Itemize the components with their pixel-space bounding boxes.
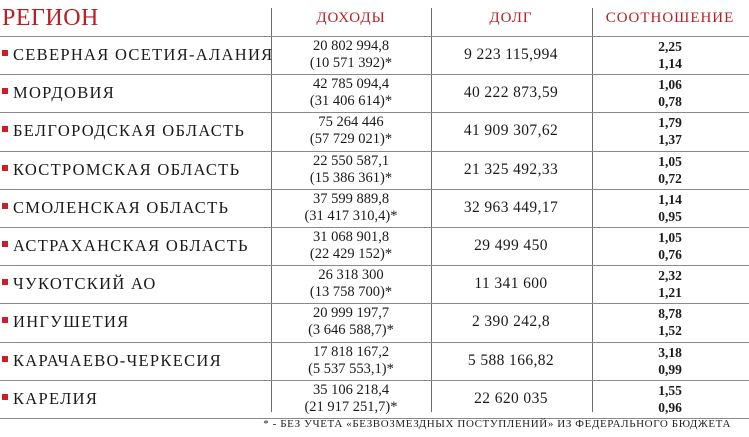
region-name: КАРАЧАЕВО-ЧЕРКЕСИЯ xyxy=(13,351,222,370)
ratio-value-total: 1,05 xyxy=(658,230,682,245)
bullet-icon xyxy=(2,394,8,400)
bullet-icon xyxy=(2,126,8,132)
debt-value: 21 325 492,33 xyxy=(463,161,559,178)
ratio-value-own: 1,37 xyxy=(658,132,682,147)
income-cell xyxy=(272,37,430,73)
debt-value: 32 963 449,17 xyxy=(463,199,559,216)
debt-value: 5 588 166,82 xyxy=(467,352,555,369)
ratio-cell xyxy=(594,304,746,340)
bullet-icon xyxy=(2,88,8,94)
ratio-value-total: 2,25 xyxy=(658,39,682,54)
ratio-value-own: 1,21 xyxy=(658,285,682,300)
income-cell xyxy=(272,304,430,340)
ratio-cell xyxy=(594,266,746,302)
column-header-income: ДОХОДЫ xyxy=(316,9,386,26)
income-value: 42 785 094,4 xyxy=(312,76,390,92)
debt-value: 29 499 450 xyxy=(474,237,548,254)
table-row xyxy=(0,342,749,380)
ratio-value-total: 1,79 xyxy=(658,115,682,130)
region-name: ЧУКОТСКИЙ АО xyxy=(13,274,157,293)
income-note: (21 917 251,7)* xyxy=(304,399,398,415)
table-row xyxy=(0,227,749,265)
ratio-value-own: 0,76 xyxy=(658,247,682,262)
table-row xyxy=(0,36,749,74)
income-cell xyxy=(272,381,430,417)
income-value: 20 802 994,8 xyxy=(312,38,390,54)
income-value: 17 818 167,2 xyxy=(312,344,390,360)
ratio-cell xyxy=(594,113,746,149)
region-name: АСТРАХАНСКАЯ ОБЛАСТЬ xyxy=(13,236,249,255)
income-value: 22 550 587,1 xyxy=(312,153,390,169)
column-header-ratio: СООТНОШЕНИЕ xyxy=(605,9,735,26)
debt-value: 9 223 115,994 xyxy=(464,46,558,63)
debt-value: 40 222 873,59 xyxy=(463,84,559,101)
ratio-cell xyxy=(594,152,746,188)
ratio-cell xyxy=(594,190,746,226)
table-row xyxy=(0,74,749,112)
income-cell xyxy=(272,266,430,302)
ratio-value-total: 1,55 xyxy=(658,383,682,398)
income-note: (5 537 553,1)* xyxy=(308,361,394,377)
ratio-cell xyxy=(594,343,746,379)
ratio-value-own: 0,78 xyxy=(658,94,682,109)
income-cell xyxy=(272,190,430,226)
income-note: (31 417 310,4)* xyxy=(304,208,398,224)
income-cell xyxy=(272,113,430,149)
bullet-icon xyxy=(2,50,8,56)
income-note: (15 386 361)* xyxy=(309,170,393,186)
ratio-value-own: 0,95 xyxy=(658,209,682,224)
table-header xyxy=(0,0,749,36)
debt-value: 41 909 307,62 xyxy=(463,122,559,139)
ratio-value-own: 0,72 xyxy=(658,171,682,186)
income-value: 37 599 889,8 xyxy=(312,191,390,207)
income-cell xyxy=(272,152,430,188)
income-note: (3 646 588,7)* xyxy=(308,322,394,338)
bullet-icon xyxy=(2,279,8,285)
bullet-icon xyxy=(2,241,8,247)
income-cell xyxy=(272,228,430,264)
table-row xyxy=(0,303,749,341)
region-name: СМОЛЕНСКАЯ ОБЛАСТЬ xyxy=(13,198,230,217)
table-row xyxy=(0,189,749,227)
debt-value: 22 620 035 xyxy=(474,390,548,407)
ratio-value-total: 8,78 xyxy=(658,306,682,321)
ratio-cell xyxy=(594,228,746,264)
column-header-debt: ДОЛГ xyxy=(489,9,533,26)
income-cell xyxy=(272,75,430,111)
income-value: 31 068 901,8 xyxy=(312,229,390,245)
income-value: 26 318 300 xyxy=(318,267,384,283)
ratio-value-own: 1,52 xyxy=(658,323,682,338)
table-row xyxy=(0,151,749,189)
income-value: 75 264 446 xyxy=(318,114,384,130)
ratio-value-total: 1,05 xyxy=(658,154,682,169)
table-row xyxy=(0,380,749,418)
ratio-value-own: 0,99 xyxy=(658,362,682,377)
ratio-value-total: 2,32 xyxy=(658,268,682,283)
bullet-icon xyxy=(2,203,8,209)
debt-value: 2 390 242,8 xyxy=(471,313,551,330)
column-header-region: РЕГИОН xyxy=(2,4,99,31)
ratio-value-own: 1,14 xyxy=(658,56,682,71)
income-cell xyxy=(272,343,430,379)
ratio-value-total: 1,14 xyxy=(658,192,682,207)
debt-value: 11 341 600 xyxy=(474,275,548,292)
region-name: СЕВЕРНАЯ ОСЕТИЯ-АЛАНИЯ xyxy=(13,45,274,64)
ratio-cell xyxy=(594,75,746,111)
ratio-value-own: 0,96 xyxy=(658,400,682,415)
income-value: 35 106 218,4 xyxy=(312,382,390,398)
bullet-icon xyxy=(2,165,8,171)
region-name: КАРЕЛИЯ xyxy=(13,389,99,408)
income-value: 20 999 197,7 xyxy=(312,305,390,321)
bullet-icon xyxy=(2,356,8,362)
table-row xyxy=(0,112,749,150)
footnote: * - БЕЗ УЧЕТА «БЕЗВОЗМЕЗДНЫХ ПОСТУПЛЕНИЙ» ИЗ ФЕДЕРАЛЬНОГО БЮДЖЕТА xyxy=(263,418,731,430)
ratio-cell xyxy=(594,381,746,417)
income-note: (57 729 021)* xyxy=(309,131,393,147)
bullet-icon xyxy=(2,317,8,323)
ratio-value-total: 3,18 xyxy=(658,345,682,360)
ratio-value-total: 1,06 xyxy=(658,77,682,92)
ratio-cell xyxy=(594,37,746,73)
region-name: КОСТРОМСКАЯ ОБЛАСТЬ xyxy=(13,160,241,179)
income-note: (31 406 614)* xyxy=(309,93,393,109)
table-row xyxy=(0,265,749,303)
region-name: БЕЛГОРОДСКАЯ ОБЛАСТЬ xyxy=(13,121,246,140)
region-name: ИНГУШЕТИЯ xyxy=(13,312,130,331)
income-note: (13 758 700)* xyxy=(309,284,393,300)
income-note: (22 429 152)* xyxy=(309,246,393,262)
income-note: (10 571 392)* xyxy=(309,55,393,71)
region-name: МОРДОВИЯ xyxy=(13,83,116,102)
